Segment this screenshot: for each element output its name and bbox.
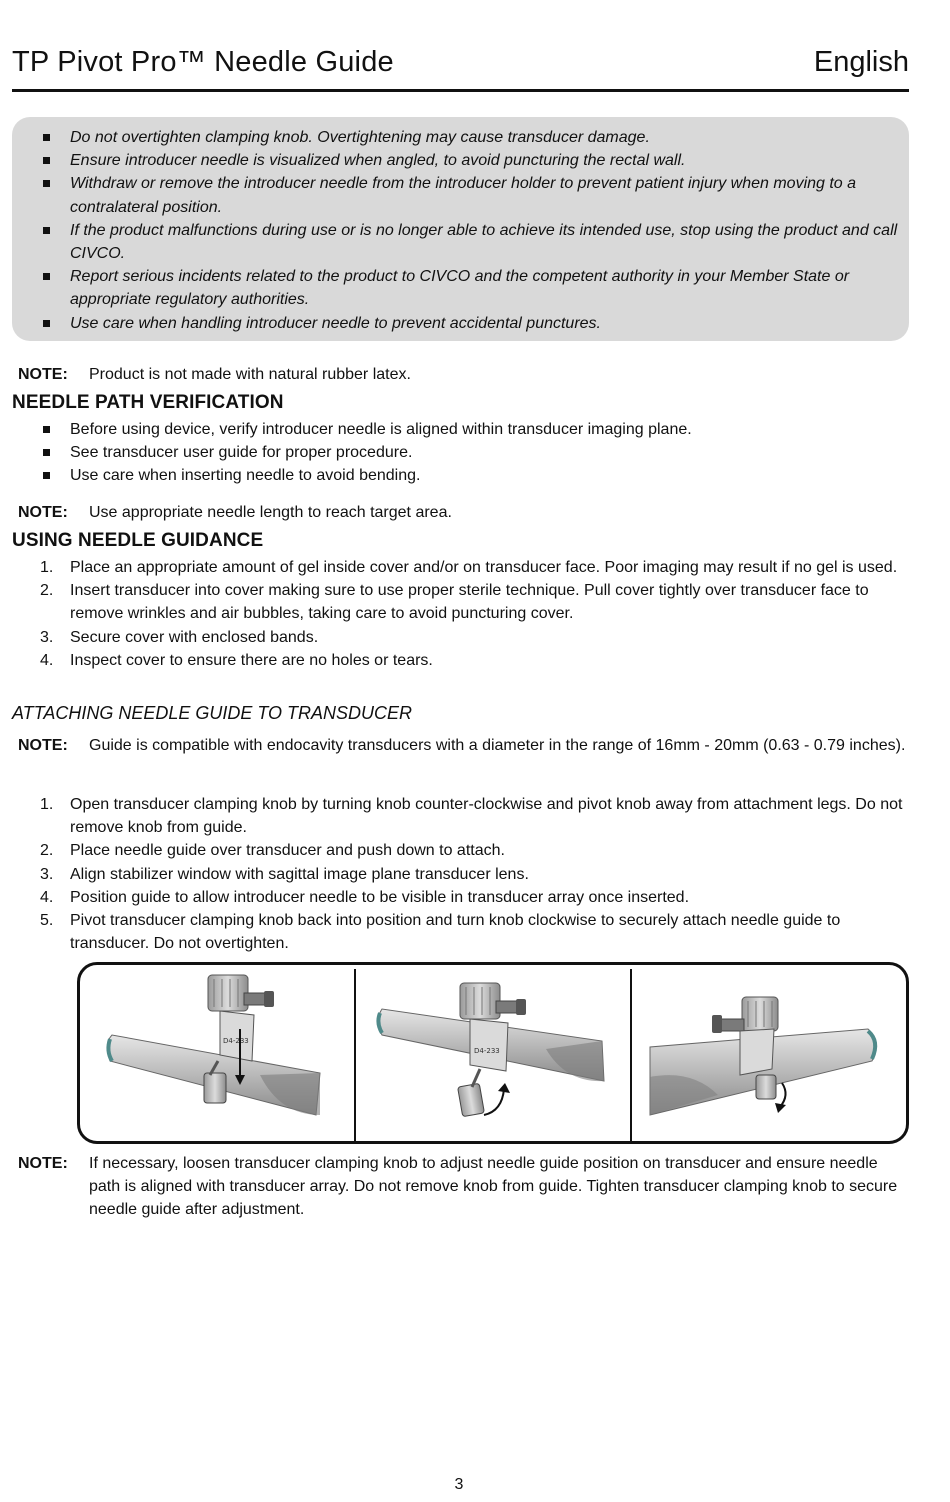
step-text: Pivot transducer clamping knob back into position and turn knob clockwise to securely attach needle guide to transducer. Do not overtighten. bbox=[70, 912, 841, 953]
note-label: NOTE: bbox=[18, 504, 68, 521]
warning-item: Do not overtighten clamping knob. Overtightening may cause transducer damage. bbox=[40, 126, 900, 149]
step-number: 2. bbox=[40, 842, 54, 860]
step-text: Place an appropriate amount of gel inside cover and/or on transducer face. Poor imaging may result if no gel is used. bbox=[70, 559, 898, 576]
page-header bbox=[12, 44, 909, 92]
step-item bbox=[40, 909, 912, 955]
note-label: NOTE: bbox=[18, 366, 68, 383]
step-text: Secure cover with enclosed bands. bbox=[70, 628, 319, 646]
step-item bbox=[40, 556, 912, 579]
list-item: Before using device, verify introducer needle is aligned within transducer imaging plane. bbox=[40, 418, 910, 441]
illustration-panel-2 bbox=[356, 965, 630, 1141]
step-item bbox=[40, 579, 912, 625]
step-number: 2. bbox=[40, 582, 54, 600]
part-label: D4-233 bbox=[223, 1037, 249, 1045]
step-number: 3. bbox=[40, 628, 54, 646]
step-item bbox=[40, 863, 912, 886]
step-item bbox=[40, 793, 912, 839]
illustration-panel-3 bbox=[632, 965, 906, 1141]
step-number: 1. bbox=[40, 559, 54, 576]
illustration-panel-1 bbox=[80, 965, 354, 1141]
step-item bbox=[40, 649, 912, 672]
note-label: NOTE: bbox=[18, 737, 68, 754]
step-text: Position guide to allow introducer needle to be visible in transducer array once inserted. bbox=[70, 888, 690, 906]
language-label: English bbox=[813, 46, 909, 78]
step-text: Inspect cover to ensure there are no holes or tears. bbox=[70, 651, 433, 669]
note-text: Guide is compatible with endocavity transducers with a diameter in the range of 16mm - 20mm (0.63 - 0.79 inches). bbox=[89, 737, 906, 754]
step-item bbox=[40, 886, 912, 909]
section-heading-using-guidance: USING NEEDLE GUIDANCE bbox=[12, 530, 264, 551]
page-number: 3 bbox=[454, 1476, 464, 1493]
step-number: 3. bbox=[40, 865, 54, 883]
step-number: 4. bbox=[40, 888, 54, 906]
step-item bbox=[40, 839, 912, 862]
step-number: 4. bbox=[40, 651, 54, 669]
note-text: Product is not made with natural rubber latex. bbox=[89, 366, 411, 383]
warning-item: Use care when handling introducer needle to prevent accidental punctures. bbox=[40, 312, 900, 335]
step-text: Place needle guide over transducer and push down to attach. bbox=[70, 842, 505, 860]
step-text: Align stabilizer window with sagittal image plane transducer lens. bbox=[70, 865, 529, 883]
document-title: TP Pivot Pro™ Needle Guide bbox=[12, 46, 394, 78]
list-item: See transducer user guide for proper procedure. bbox=[40, 441, 910, 464]
warning-item: Withdraw or remove the introducer needle from the introducer holder to prevent patient injury when moving to a contralateral position. bbox=[40, 172, 900, 218]
step-number: 5. bbox=[40, 912, 54, 930]
attachment-illustration bbox=[77, 962, 909, 1144]
part-label: D4-233 bbox=[474, 1047, 500, 1055]
note-text: Use appropriate needle length to reach target area. bbox=[89, 504, 452, 521]
note-text: If necessary, loosen transducer clamping knob to adjust needle guide position on transducer and ensure needle path is aligned with transducer array. Do not remove knob from guide. Tighten transducer clamping knob to secure needle guide after adjustment. bbox=[89, 1155, 898, 1218]
step-text: Insert transducer into cover making sure to use proper sterile technique. Pull cover tightly over transducer face to remove wrinkles and air bubbles, taking care to avoid puncturing cover. bbox=[70, 582, 869, 623]
using-guidance-steps bbox=[40, 556, 912, 672]
needle-path-list bbox=[40, 418, 910, 488]
step-number: 1. bbox=[40, 796, 54, 813]
step-item bbox=[40, 626, 912, 649]
warnings-list bbox=[40, 126, 900, 335]
list-item: Use care when inserting needle to avoid bending. bbox=[40, 464, 910, 487]
note-label: NOTE: bbox=[18, 1155, 68, 1172]
step-text: Open transducer clamping knob by turning knob counter-clockwise and pivot knob away from attachment legs. Do not remove knob from guide. bbox=[70, 796, 903, 837]
attaching-steps bbox=[40, 793, 912, 955]
warning-item: If the product malfunctions during use or is no longer able to achieve its intended use, stop using the product and call CIVCO. bbox=[40, 219, 900, 265]
warning-item: Report serious incidents related to the product to CIVCO and the competent authority in your Member State or appropriate regulatory authorities. bbox=[40, 265, 900, 311]
section-heading-needle-path: NEEDLE PATH VERIFICATION bbox=[12, 392, 284, 413]
section-heading-attaching: ATTACHING NEEDLE GUIDE TO TRANSDUCER bbox=[12, 703, 413, 723]
warning-item: Ensure introducer needle is visualized when angled, to avoid puncturing the rectal wall. bbox=[40, 149, 900, 172]
